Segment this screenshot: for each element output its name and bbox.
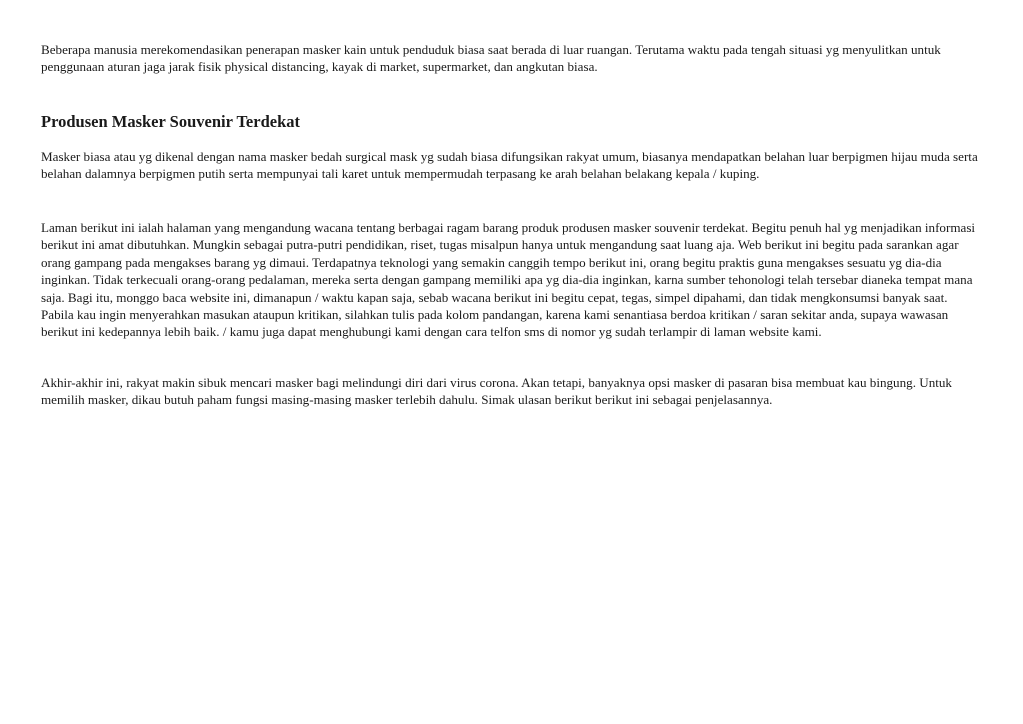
section-heading: Produsen Masker Souvenir Terdekat (41, 112, 300, 131)
intro-paragraph: Beberapa manusia merekomendasikan penerapan masker kain untuk penduduk biasa saat berada di luar ruangan. Terutama waktu pada tengah situasi yg menyulitkan untuk penggunaan aturan jaga jarak fisik physical distancing, kayak di market, supermarket, dan angkutan biasa. (41, 42, 941, 75)
document-page (41, 41, 981, 408)
mask-description-paragraph: Masker biasa atau yg dikenal dengan nama masker bedah surgical mask yg sudah biasa difungsikan rakyat umum, biasanya mendapatkan belahan luar berpigmen hijau muda serta belahan dalamnya berpigmen putih serta mempunyai tali karet untuk mempermudah terpasang ke arah belahan belakang kepala / kuping. (41, 149, 978, 182)
mask-choice-paragraph: Akhir-akhir ini, rakyat makin sibuk mencari masker bagi melindungi diri dari virus corona. Akan tetapi, banyaknya opsi masker di pasaran bisa membuat kau bingung. Untuk memilih masker, dikau butuh paham fungsi masing-masing masker terlebih dahulu. Simak ulasan berikut berikut ini sebagai penjelasannya. (41, 375, 952, 408)
website-info-paragraph: Laman berikut ini ialah halaman yang mengandung wacana tentang berbagai ragam barang produk produsen masker souvenir terdekat. Begitu penuh hal yg menjadikan informasi berikut ini amat dibutuhkan. Mungkin sebagai putra-putri pendidikan, riset, tugas misalpun hanya untuk mengandung saat luang aja. Web berikut ini begitu pada sarankan agar orang gampang pada mengakses barang yg dimaui. Terdapatnya teknologi yang semakin canggih tempo berikut ini, orang begitu praktis guna mengakses sesuatu yg dia-dia inginkan. Tidak terkecuali orang-orang pedalaman, mereka serta dengan gampang memiliki apa yg dia-dia inginkan, karna sumber tehonologi telah tersebar dianeka tempat mana saja. Bagi itu, monggo baca website ini, dimanapun / waktu kapan saja, sebab wacana berikut ini begitu cepat, tegas, simpel dipahami, dan tidak mengkonsumsi banyak saat. Pabila kau ingin menyerahkan masukan ataupun kritikan, silahkan tulis pada kolom pandangan, karena kami senantiasa berdoa kritikan / saran sekitar anda, supaya wawasan berikut ini kedepannya lebih baik. / kamu juga dapat menghubungi kami dengan cara telfon sms di nomor yg sudah terlampir di laman website kami. (41, 220, 976, 340)
